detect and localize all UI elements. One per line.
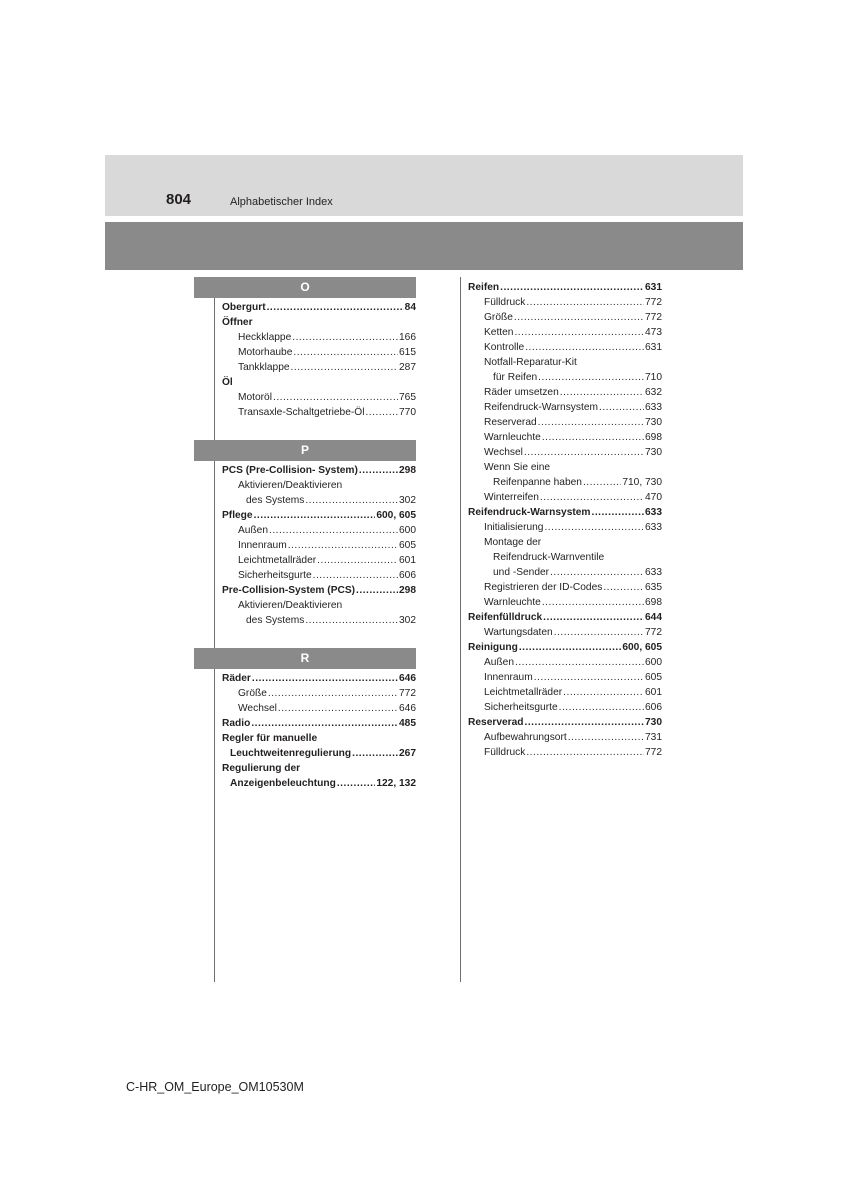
page-reference: 631 <box>645 342 662 353</box>
dot-leader <box>337 776 376 791</box>
index-entry <box>194 493 416 508</box>
dot-leader <box>599 400 644 415</box>
page-reference: 772 <box>645 747 662 758</box>
column-divider-right <box>460 277 461 982</box>
dot-leader <box>514 310 644 325</box>
index-term: Reifenpanne haben <box>493 477 582 488</box>
index-term: Reserverad <box>484 417 537 428</box>
index-term: PCS (Pre-Collision- System) <box>222 465 358 476</box>
dot-leader <box>356 583 398 598</box>
header-dark-band <box>105 222 743 270</box>
index-entry <box>194 300 416 315</box>
index-term: Größe <box>484 312 513 323</box>
dot-leader <box>559 700 644 715</box>
dot-leader <box>560 385 644 400</box>
index-term: Wartungsdaten <box>484 627 553 638</box>
index-term: Tankklappe <box>238 362 290 373</box>
index-term: Reifenfülldruck <box>468 612 543 623</box>
index-entry <box>468 430 662 445</box>
page-reference: 473 <box>645 327 662 338</box>
index-entry <box>194 463 416 478</box>
page-reference: 772 <box>645 627 662 638</box>
page-reference: 710, 730 <box>622 477 662 488</box>
index-term: Notfall-Reparatur-Kit <box>484 357 577 368</box>
dot-leader <box>278 701 398 716</box>
index-entry <box>468 625 662 640</box>
page-reference: 267 <box>399 748 416 759</box>
page-reference: 633 <box>645 567 662 578</box>
index-entry <box>194 330 416 345</box>
dot-leader <box>352 746 398 761</box>
index-entry <box>468 700 662 715</box>
dot-leader <box>292 330 398 345</box>
index-entry <box>468 385 662 400</box>
index-entry <box>468 655 662 670</box>
dot-leader <box>554 625 644 640</box>
index-term: Ketten <box>484 327 514 338</box>
index-entry <box>194 360 416 375</box>
index-column-right <box>468 280 662 760</box>
index-entry <box>468 445 662 460</box>
index-entry <box>194 315 416 330</box>
index-term: Warnleuchte <box>484 597 541 608</box>
index-term: Aktivieren/Deaktivieren <box>238 480 343 491</box>
index-entry <box>468 595 662 610</box>
index-term: Registrieren der ID-Codes <box>484 582 603 593</box>
page-reference: 730 <box>645 417 662 428</box>
dot-leader <box>568 730 644 745</box>
index-term: Kontrolle <box>484 342 525 353</box>
index-term: Innenraum <box>238 540 287 551</box>
dot-leader <box>293 345 398 360</box>
dot-leader <box>538 370 644 385</box>
index-entry <box>468 715 662 730</box>
index-term: Initialisierung <box>484 522 544 533</box>
index-term: Räder umsetzen <box>484 387 559 398</box>
index-entry <box>468 505 662 520</box>
dot-leader <box>252 671 398 686</box>
index-entry <box>194 523 416 538</box>
index-entry <box>194 345 416 360</box>
index-term: Wechsel <box>484 447 523 458</box>
dot-leader <box>583 475 621 490</box>
index-term: Radio <box>222 718 251 729</box>
dot-leader <box>288 538 398 553</box>
page-reference: 770 <box>399 407 416 418</box>
letter-heading: R <box>194 648 416 669</box>
dot-leader <box>251 716 398 731</box>
index-term: für Reifen <box>493 372 538 383</box>
dot-leader <box>525 340 644 355</box>
page-reference: 698 <box>645 432 662 443</box>
index-entry <box>194 671 416 686</box>
page-reference: 600 <box>645 657 662 668</box>
index-entry <box>194 716 416 731</box>
page-reference: 646 <box>399 703 416 714</box>
index-entry <box>468 670 662 685</box>
dot-leader <box>514 325 644 340</box>
index-entry <box>194 538 416 553</box>
index-entry <box>194 598 416 613</box>
dot-leader <box>317 553 398 568</box>
index-term: Leichtmetallräder <box>238 555 317 566</box>
page-reference: 600 <box>399 525 416 536</box>
dot-leader <box>534 670 644 685</box>
letter-heading: O <box>194 277 416 298</box>
index-entry <box>468 310 662 325</box>
dot-leader <box>269 523 398 538</box>
page-reference: 606 <box>645 702 662 713</box>
index-term: Öl <box>222 377 233 388</box>
dot-leader <box>540 490 644 505</box>
dot-leader <box>544 520 644 535</box>
index-term: des Systems <box>246 615 305 626</box>
dot-leader <box>526 295 644 310</box>
index-entry <box>194 478 416 493</box>
index-term: des Systems <box>246 495 305 506</box>
index-term: Sicherheitsgurte <box>484 702 558 713</box>
index-term: Regler für manuelle <box>222 733 318 744</box>
index-entry <box>194 761 416 776</box>
index-entry <box>194 553 416 568</box>
header-band <box>105 155 743 216</box>
page-reference: 633 <box>645 522 662 533</box>
index-entry <box>468 400 662 415</box>
index-term: Größe <box>238 688 267 699</box>
page-reference: 730 <box>645 717 662 728</box>
dot-leader <box>268 686 398 701</box>
page-reference: 84 <box>404 302 416 313</box>
index-term: Reifendruck-Warnsystem <box>468 507 591 518</box>
dot-leader <box>542 595 644 610</box>
page-reference: 631 <box>645 282 662 293</box>
dot-leader <box>305 493 398 508</box>
index-term: Warnleuchte <box>484 432 541 443</box>
index-entry <box>468 325 662 340</box>
page-reference: 710 <box>645 372 662 383</box>
index-term: Transaxle-Schaltgetriebe-Öl <box>238 407 365 418</box>
dot-leader <box>543 610 644 625</box>
dot-leader <box>603 580 644 595</box>
index-entry <box>468 565 662 580</box>
index-entry <box>194 731 416 746</box>
page-reference: 632 <box>645 387 662 398</box>
index-term: Winterreifen <box>484 492 539 503</box>
index-entry <box>194 746 416 761</box>
index-entry <box>468 475 662 490</box>
page-reference: 772 <box>645 297 662 308</box>
index-entry <box>194 701 416 716</box>
dot-leader <box>542 430 644 445</box>
index-entry <box>468 460 662 475</box>
index-term: Außen <box>484 657 515 668</box>
index-entry <box>468 580 662 595</box>
page-reference: 166 <box>399 332 416 343</box>
page-reference: 772 <box>399 688 416 699</box>
page-reference: 731 <box>645 732 662 743</box>
index-term: Reifendruck-Warnsystem <box>484 402 598 413</box>
dot-leader <box>525 715 644 730</box>
page-reference: 606 <box>399 570 416 581</box>
dot-leader <box>524 445 644 460</box>
index-term: Aufbewahrungsort <box>484 732 567 743</box>
index-entry <box>194 776 416 791</box>
index-entry <box>468 550 662 565</box>
page-number: 804 <box>166 191 192 208</box>
index-term: und -Sender <box>493 567 550 578</box>
page-reference: 600, 605 <box>622 642 662 653</box>
page-reference: 605 <box>645 672 662 683</box>
dot-leader <box>254 508 376 523</box>
page-reference: 772 <box>645 312 662 323</box>
index-entry <box>194 613 416 628</box>
page-reference: 287 <box>399 362 416 373</box>
section-title: Alphabetischer Index <box>230 196 333 208</box>
dot-leader <box>359 463 398 478</box>
index-entry <box>468 355 662 370</box>
index-term: Reifendruck-Warnventile <box>493 552 605 563</box>
index-term: Regulierung der <box>222 763 301 774</box>
index-entry <box>194 375 416 390</box>
index-term: Außen <box>238 525 269 536</box>
index-entry <box>468 415 662 430</box>
dot-leader <box>291 360 398 375</box>
page-reference: 601 <box>645 687 662 698</box>
page-reference: 615 <box>399 347 416 358</box>
page-reference: 470 <box>645 492 662 503</box>
page-reference: 698 <box>645 597 662 608</box>
page-reference: 302 <box>399 615 416 626</box>
index-term: Motoröl <box>238 392 272 403</box>
index-entry <box>468 640 662 655</box>
index-term: Reinigung <box>468 642 518 653</box>
index-term: Heckklappe <box>238 332 292 343</box>
page-reference: 765 <box>399 392 416 403</box>
dot-leader <box>538 415 644 430</box>
index-term: Wechsel <box>238 703 277 714</box>
index-entry <box>468 370 662 385</box>
index-term: Fülldruck <box>484 297 526 308</box>
index-term: Montage der <box>484 537 542 548</box>
dot-leader <box>273 390 398 405</box>
index-term: Pflege <box>222 510 253 521</box>
index-entry <box>468 730 662 745</box>
index-term: Innenraum <box>484 672 533 683</box>
index-term: Fülldruck <box>484 747 526 758</box>
section-gap <box>194 420 416 440</box>
page-reference: 730 <box>645 447 662 458</box>
index-entry <box>468 490 662 505</box>
page-reference: 646 <box>399 673 416 684</box>
index-term: Anzeigenbeleuchtung <box>230 778 336 789</box>
index-entry <box>468 685 662 700</box>
page-reference: 302 <box>399 495 416 506</box>
page-reference: 644 <box>645 612 662 623</box>
dot-leader <box>519 640 622 655</box>
dot-leader <box>526 745 644 760</box>
index-entry <box>468 520 662 535</box>
document-code: C-HR_OM_Europe_OM10530M <box>126 1080 304 1094</box>
index-term: Obergurt <box>222 302 266 313</box>
dot-leader <box>550 565 644 580</box>
index-term: Reifen <box>468 282 500 293</box>
dot-leader <box>305 613 398 628</box>
index-column-left <box>194 277 416 791</box>
index-term: Reserverad <box>468 717 524 728</box>
index-entry <box>194 583 416 598</box>
index-term: Pre-Collision-System (PCS) <box>222 585 356 596</box>
page-reference: 633 <box>645 402 662 413</box>
page-reference: 605 <box>399 540 416 551</box>
index-entry <box>194 405 416 420</box>
dot-leader <box>515 655 644 670</box>
index-term: Aktivieren/Deaktivieren <box>238 600 343 611</box>
page-reference: 633 <box>645 507 662 518</box>
page-reference: 600, 605 <box>376 510 416 521</box>
letter-heading: P <box>194 440 416 461</box>
page-reference: 635 <box>645 582 662 593</box>
index-entry <box>194 568 416 583</box>
dot-leader <box>500 280 644 295</box>
section-gap <box>194 628 416 648</box>
index-term: Öffner <box>222 317 253 328</box>
index-term: Räder <box>222 673 251 684</box>
index-term: Leichtmetallräder <box>484 687 563 698</box>
page-reference: 122, 132 <box>376 778 416 789</box>
dot-leader <box>313 568 398 583</box>
index-entry <box>468 745 662 760</box>
dot-leader <box>591 505 644 520</box>
index-term: Motorhaube <box>238 347 293 358</box>
page-reference: 298 <box>399 585 416 596</box>
index-entry <box>194 508 416 523</box>
index-term: Leuchtweitenregulierung <box>230 748 352 759</box>
page-reference: 485 <box>399 718 416 729</box>
index-entry <box>468 340 662 355</box>
index-entry <box>194 390 416 405</box>
index-term: Wenn Sie eine <box>484 462 551 473</box>
index-entry <box>468 535 662 550</box>
dot-leader <box>563 685 644 700</box>
dot-leader <box>365 405 398 420</box>
index-entry <box>468 295 662 310</box>
index-entry <box>194 686 416 701</box>
page-reference: 601 <box>399 555 416 566</box>
index-term: Sicherheitsgurte <box>238 570 312 581</box>
dot-leader <box>267 300 404 315</box>
index-entry <box>468 610 662 625</box>
page-reference: 298 <box>399 465 416 476</box>
index-entry <box>468 280 662 295</box>
